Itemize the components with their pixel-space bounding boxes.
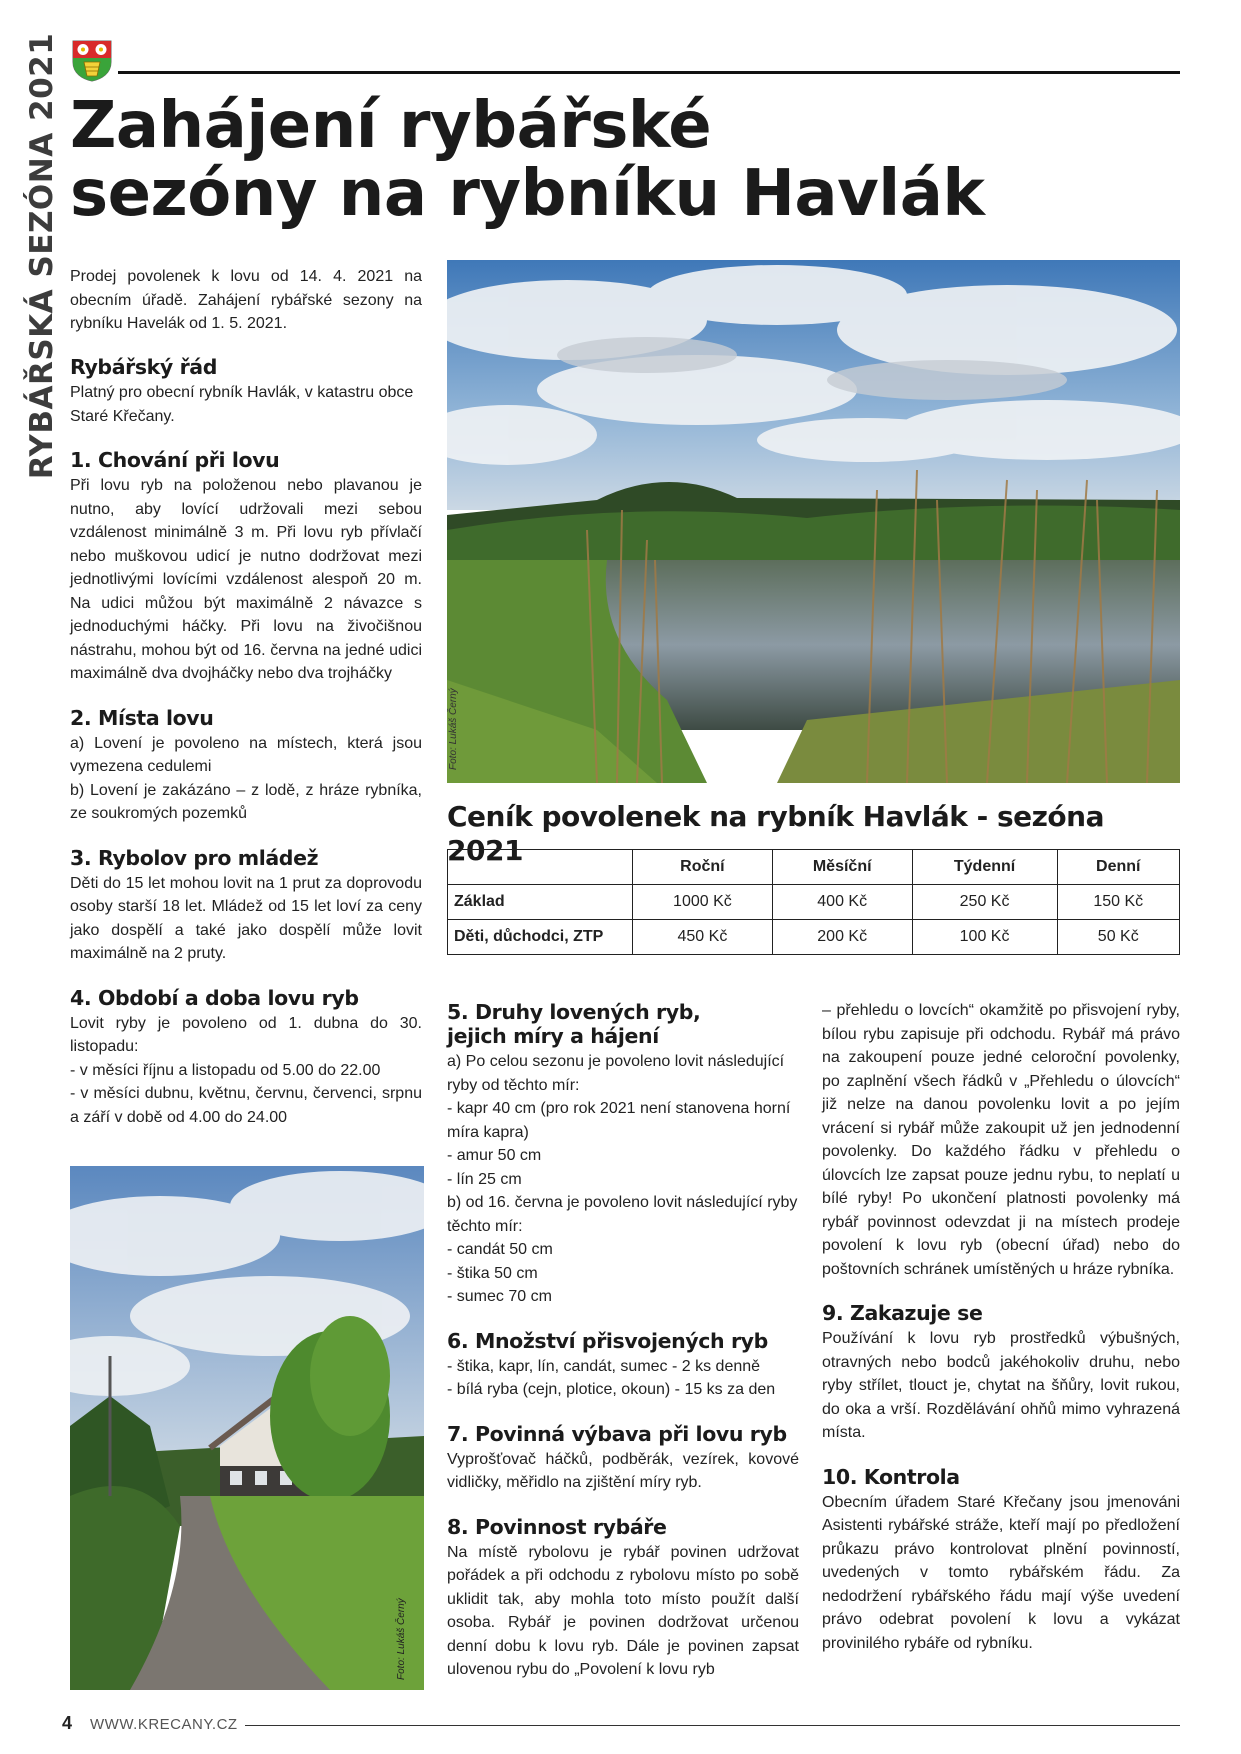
house-photo (70, 1166, 424, 1690)
section-line: - candát 50 cm (447, 1241, 553, 1258)
section-text: Děti do 15 let mohou lovit na 1 prut za doprovodu osoby starší 18 let. Mládež od 15 let loví za ceny jako dospělí a také jako dospělí může lovit maximálně na 2 pruty. (70, 874, 422, 962)
section-line: a) Lovení je povoleno na místech, která jsou vymezena cedulemi (70, 734, 422, 775)
website-link[interactable]: WWW.KRECANY.CZ (90, 1716, 238, 1733)
section-heading: 5. Druhy lovených ryb, (447, 1000, 701, 1024)
section-line: - v měsíci dubnu, květnu, červnu, červenci, srpnu a září v době od 4.00 do 24.00 (70, 1085, 422, 1126)
middle-column (447, 1000, 799, 1702)
section-text: Obecním úřadem Staré Křečany jsou jmenováni Asistenti rybářské stráže, kteří mají po předložení průkazu právo kontrolovat plnění povinností, uvedených v tomto rybářském řádu. Za nedodržení rybářského řádu mají výše uvedení právo odebrat povolení k lovu a vykázat provinilého rybáře od rybníku. (822, 1493, 1180, 1652)
section-6 (447, 1329, 799, 1402)
section-line: - amur 50 cm (447, 1147, 542, 1164)
footer-rule (245, 1725, 1180, 1726)
pond-photo (447, 260, 1180, 783)
coat-of-arms-icon (70, 38, 114, 82)
price-cell: 250 Kč (912, 885, 1057, 920)
column-header: Roční (633, 850, 773, 885)
section-2 (70, 706, 422, 826)
page-number: 4 (62, 1713, 73, 1733)
table-row (448, 920, 1180, 955)
section-heading: 2. Místa lovu (70, 705, 214, 730)
house-photo-credit: Foto: Lukáš Černý (396, 1598, 407, 1680)
price-cell: 1000 Kč (633, 885, 773, 920)
rules-header (70, 355, 422, 428)
price-cell: 450 Kč (633, 920, 773, 955)
section-heading: 4. Období a doba lovu ryb (70, 985, 359, 1010)
price-list-title: Ceník povolenek na rybník Havlák - sezóna 2021 (447, 800, 1104, 867)
section-heading: 1. Chování při lovu (70, 448, 280, 472)
row-label: Děti, důchodci, ZTP (448, 920, 633, 955)
title-line-1: Zahájení rybářské (70, 89, 712, 163)
column-header: Denní (1057, 850, 1179, 885)
section-5 (447, 1000, 799, 1309)
price-cell: 150 Kč (1057, 885, 1179, 920)
table-row (448, 885, 1180, 920)
price-cell: 100 Kč (912, 920, 1057, 955)
section-8 (447, 1515, 799, 1682)
price-cell: 400 Kč (772, 885, 912, 920)
table-header-row (448, 850, 1180, 885)
section-heading: jejich míry a hájení (447, 1024, 659, 1048)
section-line: - kapr 40 cm (pro rok 2021 není stanovena horní míra kapra) (447, 1100, 791, 1141)
rules-heading: Rybářský řád (70, 355, 217, 379)
section-heading: 9. Zakazuje se (822, 1301, 983, 1325)
section-9 (822, 1301, 1180, 1445)
section-line: - štika, kapr, lín, candát, sumec - 2 ks denně (447, 1357, 761, 1375)
section-10 (822, 1465, 1180, 1656)
price-table (447, 849, 1180, 955)
section-text: Na místě rybolovu je rybář povinen udržovat pořádek a při odchodu z rybolovu místo po sobě uklidit tak, aby mohla toto místo použít další osoba. Rybář je povinen dodržovat určenou denní dobu k lovu ryb. Dále je povinen zapsat ulovenou rybu do „Povolení k lovu ryb (447, 1543, 799, 1678)
row-label: Základ (448, 885, 633, 920)
section-text: Vyprošťovač háčků, podběrák, vezírek, kovové vidličky, měřidlo na zjištění míry ryb. (447, 1450, 799, 1491)
section-line: - bílá ryba (cejn, plotice, okoun) - 15 ks za den (447, 1381, 776, 1398)
section-line: - lín 25 cm (447, 1170, 522, 1188)
page-title (70, 89, 1180, 231)
column-header: Měsíční (772, 850, 912, 885)
side-section-label (22, 32, 62, 480)
section-1 (70, 448, 422, 686)
section-line: - sumec 70 cm (447, 1288, 552, 1305)
right-column (822, 999, 1180, 1675)
section-heading: 7. Povinná výbava při lovu ryb (447, 1421, 787, 1446)
section-heading: 8. Povinnost rybáře (447, 1514, 667, 1539)
table-corner (448, 850, 633, 885)
section-4 (70, 986, 422, 1130)
section-heading: 6. Množství přisvojených ryb (447, 1328, 768, 1353)
title-line-2: sezóny na rybníku Havlák (70, 157, 985, 231)
section-8-continued (822, 999, 1180, 1281)
section-text: – přehledu o lovcích“ okamžitě po přisvojení ryby, bílou rybu zapisuje při odchodu. Rybář má právo na zakoupení pouze jedné celoroční povolenky, po zaplnění všech řádků v „Přehledu o úlovcích“ již nelze na danou povolenku lovit a po jejím vrácení si rybář může zakoupit už jen jednodenní povolenky. Do každého řádku v přehledu o úlovcích lze zapsat pouze jednu rybu, to neplatí u bílé ryby! Po ukončení platnosti povolenky má rybář povinnost odevzdat ji na místech prodeje povolení k lovu ryb (obecní úřad) nebo do poštovních schránek umístěných u hráze rybníka. (822, 1002, 1180, 1278)
section-line: Lovit ryby je povoleno od 1. dubna do 30. listopadu: (70, 1014, 422, 1055)
section-line: - v měsíci říjnu a listopadu od 5.00 do 22.00 (70, 1061, 381, 1079)
column-header: Týdenní (912, 850, 1057, 885)
section-7 (447, 1422, 799, 1495)
section-3 (70, 846, 422, 966)
section-line: b) od 16. června je povoleno lovit následující ryby těchto mír: (447, 1194, 798, 1235)
left-column (70, 355, 422, 1149)
section-heading: 3. Rybolov pro mládež (70, 845, 319, 870)
header-rule (118, 71, 1180, 74)
side-label-text: RYBÁŘSKÁ SEZÓNA 2021 (24, 32, 60, 480)
section-heading: 10. Kontrola (822, 1464, 960, 1489)
section-text: Používání k lovu ryb prostředků výbušných, otravných nebo bodců jakéhokoliv druhu, nebo ryby střílet, tlouct je, chytat na šňůry, lovit rukou, do oka a vrší. Rozdělávání ohňů mimo vyhrazená místa. (822, 1330, 1180, 1441)
rules-subtitle: Platný pro obecní rybník Havlák, v katastru obce Staré Křečany. (70, 384, 414, 425)
intro-text: Prodej povolenek k lovu od 14. 4. 2021 na obecním úřadě. Zahájení rybářské sezony na rybníku Havelák od 1. 5. 2021. (70, 268, 422, 332)
section-line: a) Po celou sezonu je povoleno lovit následující ryby od těchto mír: (447, 1053, 785, 1094)
price-cell: 50 Kč (1057, 920, 1179, 955)
section-line: b) Lovení je zakázáno – z lodě, z hráze rybníka, ze soukromých pozemků (70, 781, 422, 822)
section-text: Při lovu ryb na položenou nebo plavanou je nutno, aby lovící udržovali mezi sebou vzdálenost minimálně 3 m. Při lovu ryb přívlačí nebo muškovou udicí je nutno dodržovat mezi jednotlivými lovícími vzdálenost alespoň 20 m. Na udici můžou být maximálně 2 návazce s jednoduchými háčky. Při lovu na živočišnou nástrahu, mohou být od 16. června na jedné udici maximálně dva dvojháčky nebo dva trojháčky (70, 477, 422, 682)
price-cell: 200 Kč (772, 920, 912, 955)
pond-photo-credit: Foto: Lukáš Černý (448, 688, 459, 770)
section-line: - štika 50 cm (447, 1264, 538, 1282)
